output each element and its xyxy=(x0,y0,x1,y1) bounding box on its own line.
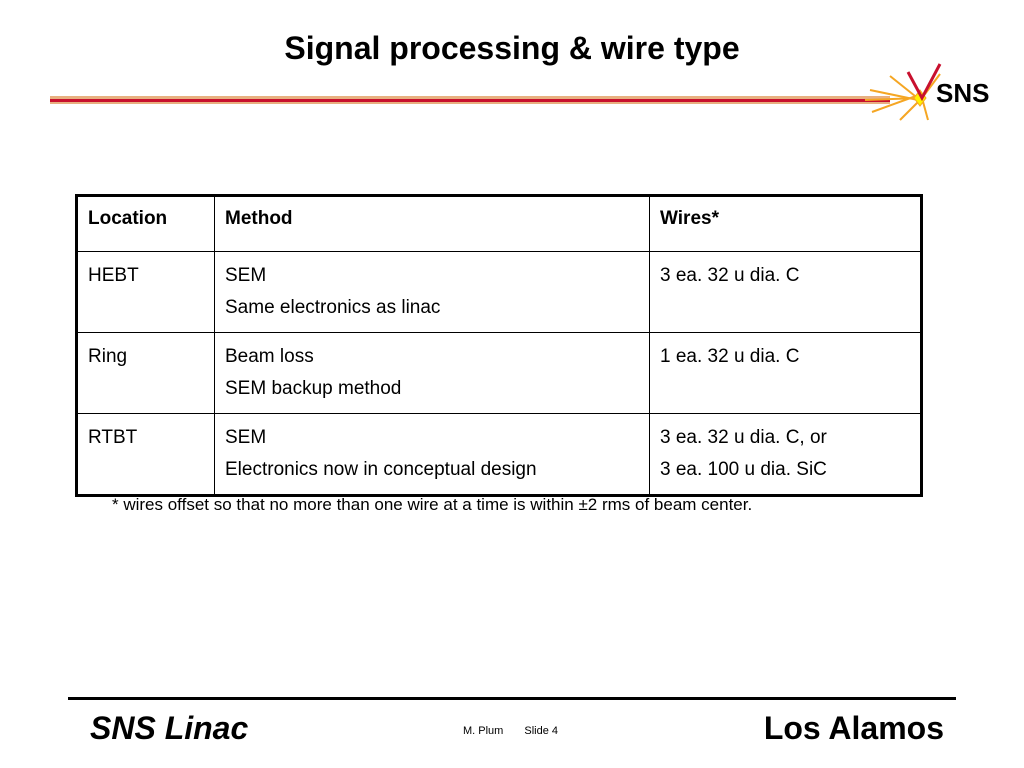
footer-lab-name: Los Alamos xyxy=(763,710,944,746)
footer-slide-info xyxy=(463,724,558,738)
footer-project-name: SNS Linac xyxy=(90,710,249,746)
table-row xyxy=(77,414,922,496)
cell-wires xyxy=(650,414,922,496)
starburst-icon xyxy=(865,74,940,120)
logo-text: SNS xyxy=(936,78,990,108)
table-footnote: * wires offset so that no more than one wire at a time is within ±2 rms of beam center. xyxy=(112,495,753,514)
cell-wires xyxy=(650,333,922,414)
cell-method xyxy=(215,252,650,333)
method-line: Electronics now in conceptual design xyxy=(225,459,537,480)
wires-line: 3 ea. 32 u dia. C, or xyxy=(660,427,827,448)
method-line: SEM backup method xyxy=(225,378,402,399)
cell-location: Ring xyxy=(77,333,215,414)
method-line: Beam loss xyxy=(225,346,314,367)
cell-location: HEBT xyxy=(77,252,215,333)
cell-wires xyxy=(650,252,922,333)
method-line: SEM xyxy=(225,427,267,448)
cell-location: RTBT xyxy=(77,414,215,496)
header-rule xyxy=(50,96,890,106)
wire-type-table xyxy=(75,194,923,497)
footer-rule xyxy=(68,697,956,700)
footer-author: M. Plum xyxy=(463,725,504,737)
wires-line: 1 ea. 32 u dia. C xyxy=(660,346,800,367)
slide-title: Signal processing & wire type xyxy=(284,30,740,66)
column-header-method: Method xyxy=(215,196,650,252)
wires-line: 3 ea. 32 u dia. C xyxy=(660,265,800,286)
cell-method xyxy=(215,333,650,414)
method-line: Same electronics as linac xyxy=(225,297,441,318)
column-header-wires: Wires* xyxy=(650,196,922,252)
footer-slide-number: Slide 4 xyxy=(524,725,559,737)
method-line: SEM xyxy=(225,265,267,286)
table-header-row xyxy=(77,196,922,252)
table-row xyxy=(77,333,922,414)
table-row xyxy=(77,252,922,333)
cell-method xyxy=(215,414,650,496)
column-header-location: Location xyxy=(77,196,215,252)
sns-logo xyxy=(860,62,990,122)
wires-line: 3 ea. 100 u dia. SiC xyxy=(660,459,827,480)
